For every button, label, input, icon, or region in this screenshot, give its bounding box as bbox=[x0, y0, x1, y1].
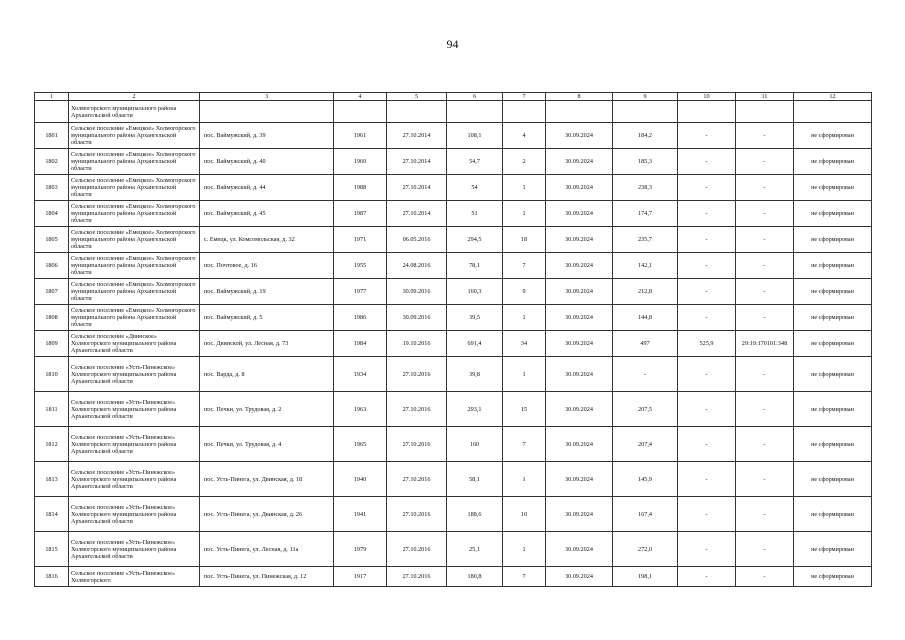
col10-cell: - bbox=[678, 497, 736, 532]
date-cell: 27.10.2016 bbox=[387, 427, 447, 462]
settlement-cell: Сельское поселение «Емецкое» Холмогорского муниципального района Архангельской области bbox=[69, 175, 200, 201]
cell-empty bbox=[447, 101, 503, 123]
cadastral-cell: - bbox=[736, 149, 794, 175]
year-cell: 1955 bbox=[334, 253, 387, 279]
year-cell: 1934 bbox=[334, 357, 387, 392]
status-cell: не сформирован bbox=[794, 201, 872, 227]
cadastral-cell: - bbox=[736, 175, 794, 201]
address-cell: пос. Усть-Пинега, ул. Лесная, д. 11а bbox=[200, 532, 334, 567]
date-cell: 27.10.2016 bbox=[387, 462, 447, 497]
row-number-cell: 1801 bbox=[35, 123, 69, 149]
settlement-cell: Сельское поселение «Емецкое» Холмогорского муниципального района Архангельской области bbox=[69, 123, 200, 149]
report-date-cell: 30.09.2024 bbox=[546, 532, 613, 567]
settlement-cell: Сельское поселение «Усть-Пинежское» Холмогорского муниципального района Архангельской области bbox=[69, 497, 200, 532]
col9-cell: 145,9 bbox=[613, 462, 678, 497]
table-row bbox=[35, 253, 872, 279]
year-cell: 1979 bbox=[334, 532, 387, 567]
year-cell: 1987 bbox=[334, 201, 387, 227]
address-cell: пос. Почтовое, д. 16 bbox=[200, 253, 334, 279]
year-cell: 1971 bbox=[334, 227, 387, 253]
residents-cell: 1 bbox=[503, 357, 546, 392]
date-cell: 27.10.2014 bbox=[387, 149, 447, 175]
column-number: 1 bbox=[35, 93, 69, 101]
date-cell: 27.10.2016 bbox=[387, 532, 447, 567]
column-number: 7 bbox=[503, 93, 546, 101]
address-cell: пос. Ваймужский, д. 40 bbox=[200, 149, 334, 175]
col9-cell: 497 bbox=[613, 331, 678, 357]
row-number-cell: 1805 bbox=[35, 227, 69, 253]
status-cell: не сформирован bbox=[794, 427, 872, 462]
row-number-cell: 1804 bbox=[35, 201, 69, 227]
date-cell: 27.10.2016 bbox=[387, 567, 447, 587]
cadastral-cell: - bbox=[736, 497, 794, 532]
table-row bbox=[35, 497, 872, 532]
page-number: 94 bbox=[446, 37, 459, 51]
column-number: 12 bbox=[794, 93, 872, 101]
table-row bbox=[35, 123, 872, 149]
cell-empty bbox=[334, 101, 387, 123]
col9-cell: 212,8 bbox=[613, 279, 678, 305]
address-cell: пос. Двинской, ул. Лесная, д. 73 bbox=[200, 331, 334, 357]
address-cell: пос. Ваймужский, д. 5 bbox=[200, 305, 334, 331]
col10-cell: - bbox=[678, 305, 736, 331]
table-row bbox=[35, 227, 872, 253]
residents-cell: 34 bbox=[503, 331, 546, 357]
col9-cell: 207,4 bbox=[613, 427, 678, 462]
column-number: 11 bbox=[736, 93, 794, 101]
col9-cell: 272,0 bbox=[613, 532, 678, 567]
area-cell: 39,5 bbox=[447, 305, 503, 331]
report-date-cell: 30.09.2024 bbox=[546, 201, 613, 227]
row-number-cell: 1806 bbox=[35, 253, 69, 279]
residents-cell: 1 bbox=[503, 462, 546, 497]
year-cell: 1977 bbox=[334, 279, 387, 305]
year-cell: 1960 bbox=[334, 149, 387, 175]
date-cell: 30.09.2016 bbox=[387, 305, 447, 331]
status-cell: не сформирован bbox=[794, 123, 872, 149]
cadastral-cell: - bbox=[736, 427, 794, 462]
date-cell: 30.09.2016 bbox=[387, 279, 447, 305]
area-cell: 108,1 bbox=[447, 123, 503, 149]
col10-cell: - bbox=[678, 149, 736, 175]
cadastral-cell: - bbox=[736, 201, 794, 227]
row-number-cell: 1811 bbox=[35, 392, 69, 427]
residents-cell: 2 bbox=[503, 149, 546, 175]
settlement-cell: Сельское поселение «Двинское» Холмогорского муниципального района Архангельской области bbox=[69, 331, 200, 357]
area-cell: 78,1 bbox=[447, 253, 503, 279]
residents-cell: 1 bbox=[503, 201, 546, 227]
status-cell: не сформирован bbox=[794, 532, 872, 567]
cadastral-cell: - bbox=[736, 123, 794, 149]
col10-cell: - bbox=[678, 253, 736, 279]
date-cell: 27.10.2014 bbox=[387, 201, 447, 227]
settlement-cell: Сельское поселение «Емецкое» Холмогорского муниципального района Архангельской области bbox=[69, 149, 200, 175]
cadastral-cell: - bbox=[736, 253, 794, 279]
col9-cell: 198,1 bbox=[613, 567, 678, 587]
row-number-cell: 1808 bbox=[35, 305, 69, 331]
row-number-cell: 1809 bbox=[35, 331, 69, 357]
residents-cell: 1 bbox=[503, 532, 546, 567]
status-cell: не сформирован bbox=[794, 305, 872, 331]
residents-cell: 10 bbox=[503, 497, 546, 532]
residents-cell: 18 bbox=[503, 227, 546, 253]
area-cell: 188,6 bbox=[447, 497, 503, 532]
status-cell: не сформирован bbox=[794, 175, 872, 201]
area-cell: 54,7 bbox=[447, 149, 503, 175]
report-date-cell: 30.09.2024 bbox=[546, 305, 613, 331]
report-date-cell: 30.09.2024 bbox=[546, 567, 613, 587]
report-date-cell: 30.09.2024 bbox=[546, 253, 613, 279]
year-cell: 1963 bbox=[334, 392, 387, 427]
area-cell: 25,1 bbox=[447, 532, 503, 567]
address-cell: пос. Печки, ул. Трудовая, д. 4 bbox=[200, 427, 334, 462]
table-row bbox=[35, 305, 872, 331]
residents-cell: 7 bbox=[503, 253, 546, 279]
col9-cell: 207,5 bbox=[613, 392, 678, 427]
date-cell: 24.08.2016 bbox=[387, 253, 447, 279]
row-number-cell: 1810 bbox=[35, 357, 69, 392]
date-cell: 19.10.2016 bbox=[387, 331, 447, 357]
address-cell: пос. Усть-Пинега, ул. Двинская, д. 26 bbox=[200, 497, 334, 532]
year-cell: 1961 bbox=[334, 123, 387, 149]
date-cell: 27.10.2014 bbox=[387, 123, 447, 149]
table-row bbox=[35, 331, 872, 357]
address-cell: пос. Ваймужский, д. 19 bbox=[200, 279, 334, 305]
residents-cell: 4 bbox=[503, 123, 546, 149]
cadastral-cell: - bbox=[736, 305, 794, 331]
col10-cell: - bbox=[678, 123, 736, 149]
settlement-cell: Сельское поселение «Усть-Пинежское» Холмогорского bbox=[69, 567, 200, 587]
date-cell: 27.10.2014 bbox=[387, 175, 447, 201]
status-cell: не сформирован bbox=[794, 462, 872, 497]
area-cell: 39,8 bbox=[447, 357, 503, 392]
settlement-cell: Сельское поселение «Усть-Пинежское» Холмогорского муниципального района Архангельской области bbox=[69, 357, 200, 392]
area-cell: 691,4 bbox=[447, 331, 503, 357]
status-cell: не сформирован bbox=[794, 392, 872, 427]
table-row bbox=[35, 567, 872, 587]
year-cell: 1941 bbox=[334, 497, 387, 532]
column-number: 6 bbox=[447, 93, 503, 101]
settlement-cell: Сельское поселение «Емецкое» Холмогорского муниципального района Архангельской области bbox=[69, 305, 200, 331]
table-row bbox=[35, 532, 872, 567]
cadastral-cell: - bbox=[736, 279, 794, 305]
col10-cell: - bbox=[678, 175, 736, 201]
report-date-cell: 30.09.2024 bbox=[546, 123, 613, 149]
report-date-cell: 30.09.2024 bbox=[546, 392, 613, 427]
address-cell: пос. Варда, д. 8 bbox=[200, 357, 334, 392]
area-cell: 58,1 bbox=[447, 462, 503, 497]
area-cell: 293,1 bbox=[447, 392, 503, 427]
report-date-cell: 30.09.2024 bbox=[546, 149, 613, 175]
year-cell: 1917 bbox=[334, 567, 387, 587]
year-cell: 1984 bbox=[334, 331, 387, 357]
col10-cell: - bbox=[678, 462, 736, 497]
row-number-cell: 1815 bbox=[35, 532, 69, 567]
table-row bbox=[35, 201, 872, 227]
date-cell: 27.10.2016 bbox=[387, 357, 447, 392]
date-cell: 06.05.2016 bbox=[387, 227, 447, 253]
report-date-cell: 30.09.2024 bbox=[546, 331, 613, 357]
column-number: 2 bbox=[69, 93, 200, 101]
status-cell: не сформирован bbox=[794, 331, 872, 357]
cell-empty bbox=[387, 101, 447, 123]
address-cell: пос. Ваймужский, д. 44 bbox=[200, 175, 334, 201]
cell-empty bbox=[503, 101, 546, 123]
report-date-cell: 30.09.2024 bbox=[546, 462, 613, 497]
settlement-cell: Сельское поселение «Емецкое» Холмогорского муниципального района Архангельской области bbox=[69, 227, 200, 253]
date-cell: 27.10.2016 bbox=[387, 497, 447, 532]
area-cell: 180,8 bbox=[447, 567, 503, 587]
settlement-cell: Сельское поселение «Емецкое» Холмогорского муниципального района Архангельской области bbox=[69, 279, 200, 305]
status-cell: не сформирован bbox=[794, 253, 872, 279]
column-number: 4 bbox=[334, 93, 387, 101]
cell-empty bbox=[794, 101, 872, 123]
table-row bbox=[35, 175, 872, 201]
table-row bbox=[35, 149, 872, 175]
status-cell: не сформирован bbox=[794, 227, 872, 253]
status-cell: не сформирован bbox=[794, 279, 872, 305]
row-number-cell: 1814 bbox=[35, 497, 69, 532]
col9-cell: 235,7 bbox=[613, 227, 678, 253]
address-cell: пос. Ваймужский, д. 45 bbox=[200, 201, 334, 227]
report-date-cell: 30.09.2024 bbox=[546, 279, 613, 305]
year-cell: 1988 bbox=[334, 175, 387, 201]
year-cell: 1986 bbox=[334, 305, 387, 331]
area-cell: 294,5 bbox=[447, 227, 503, 253]
column-number: 8 bbox=[546, 93, 613, 101]
settlement-cell: Сельское поселение «Емецкое» Холмогорского муниципального района Архангельской области bbox=[69, 201, 200, 227]
residents-cell: 1 bbox=[503, 175, 546, 201]
cadastral-cell: - bbox=[736, 227, 794, 253]
col10-cell: 525,9 bbox=[678, 331, 736, 357]
table-row bbox=[35, 392, 872, 427]
address-cell: пос. Печки, ул. Трудовая, д. 2 bbox=[200, 392, 334, 427]
col9-cell: 184,2 bbox=[613, 123, 678, 149]
col9-cell: 144,8 bbox=[613, 305, 678, 331]
settlement-cell: Сельское поселение «Усть-Пинежское» Холмогорского муниципального района Архангельской области bbox=[69, 392, 200, 427]
col10-cell: - bbox=[678, 567, 736, 587]
status-cell: не сформирован bbox=[794, 497, 872, 532]
address-cell: пос. Ваймужский, д. 39 bbox=[200, 123, 334, 149]
year-cell: 1965 bbox=[334, 427, 387, 462]
cell-empty bbox=[613, 101, 678, 123]
row-number-cell: 1803 bbox=[35, 175, 69, 201]
registry-table bbox=[34, 92, 872, 587]
table-row bbox=[35, 462, 872, 497]
report-date-cell: 30.09.2024 bbox=[546, 357, 613, 392]
column-number: 5 bbox=[387, 93, 447, 101]
report-date-cell: 30.09.2024 bbox=[546, 175, 613, 201]
cadastral-cell: - bbox=[736, 462, 794, 497]
col10-cell: - bbox=[678, 201, 736, 227]
address-cell: пос. Усть-Пинега, ул. Двинская, д. 18 bbox=[200, 462, 334, 497]
column-number-row bbox=[35, 93, 872, 101]
col9-cell: 174,7 bbox=[613, 201, 678, 227]
col10-cell: - bbox=[678, 532, 736, 567]
row-number-cell: 1812 bbox=[35, 427, 69, 462]
table-row bbox=[35, 427, 872, 462]
settlement-cell: Сельское поселение «Емецкое» Холмогорского муниципального района Архангельской области bbox=[69, 253, 200, 279]
cell-empty bbox=[35, 101, 69, 123]
year-cell: 1940 bbox=[334, 462, 387, 497]
settlement-cell: Сельское поселение «Усть-Пинежское» Холмогорского муниципального района Архангельской области bbox=[69, 427, 200, 462]
area-cell: 160,3 bbox=[447, 279, 503, 305]
table-row bbox=[35, 279, 872, 305]
col9-cell: 185,3 bbox=[613, 149, 678, 175]
col10-cell: - bbox=[678, 357, 736, 392]
continuation-row bbox=[35, 101, 872, 123]
cadastral-cell: 29:19:170101:348 bbox=[736, 331, 794, 357]
row-number-cell: 1807 bbox=[35, 279, 69, 305]
area-cell: 160 bbox=[447, 427, 503, 462]
residents-cell: 15 bbox=[503, 392, 546, 427]
table-row bbox=[35, 357, 872, 392]
residents-cell: 1 bbox=[503, 305, 546, 331]
column-number: 3 bbox=[200, 93, 334, 101]
report-date-cell: 30.09.2024 bbox=[546, 497, 613, 532]
col9-cell: - bbox=[613, 357, 678, 392]
cell-empty bbox=[546, 101, 613, 123]
area-cell: 54 bbox=[447, 175, 503, 201]
report-date-cell: 30.09.2024 bbox=[546, 227, 613, 253]
cadastral-cell: - bbox=[736, 357, 794, 392]
cadastral-cell: - bbox=[736, 392, 794, 427]
column-number: 9 bbox=[613, 93, 678, 101]
status-cell: не сформирован bbox=[794, 567, 872, 587]
date-cell: 27.10.2016 bbox=[387, 392, 447, 427]
cell-empty bbox=[736, 101, 794, 123]
col10-cell: - bbox=[678, 279, 736, 305]
col10-cell: - bbox=[678, 427, 736, 462]
residents-cell: 7 bbox=[503, 427, 546, 462]
area-cell: 51 bbox=[447, 201, 503, 227]
col10-cell: - bbox=[678, 227, 736, 253]
row-number-cell: 1813 bbox=[35, 462, 69, 497]
address-cell: с. Емецк, ул. Комсомольская, д. 32 bbox=[200, 227, 334, 253]
registry-table-body bbox=[35, 93, 872, 587]
col9-cell: 167,4 bbox=[613, 497, 678, 532]
cadastral-cell: - bbox=[736, 567, 794, 587]
status-cell: не сформирован bbox=[794, 149, 872, 175]
cell-empty bbox=[678, 101, 736, 123]
status-cell: не сформирован bbox=[794, 357, 872, 392]
col9-cell: 238,3 bbox=[613, 175, 678, 201]
row-number-cell: 1802 bbox=[35, 149, 69, 175]
residents-cell: 7 bbox=[503, 567, 546, 587]
cadastral-cell: - bbox=[736, 532, 794, 567]
col9-cell: 142,1 bbox=[613, 253, 678, 279]
settlement-cell: Сельское поселение «Усть-Пинежское» Холмогорского муниципального района Архангельской области bbox=[69, 532, 200, 567]
row-number-cell: 1816 bbox=[35, 567, 69, 587]
settlement-cell: Холмогорского муниципального района Архангельской области bbox=[69, 101, 200, 123]
report-date-cell: 30.09.2024 bbox=[546, 427, 613, 462]
column-number: 10 bbox=[678, 93, 736, 101]
cell-empty bbox=[200, 101, 334, 123]
settlement-cell: Сельское поселение «Усть-Пинежское» Холмогорского муниципального района Архангельской области bbox=[69, 462, 200, 497]
residents-cell: 9 bbox=[503, 279, 546, 305]
col10-cell: - bbox=[678, 392, 736, 427]
address-cell: пос. Усть-Пинега, ул. Пинежская, д. 12 bbox=[200, 567, 334, 587]
